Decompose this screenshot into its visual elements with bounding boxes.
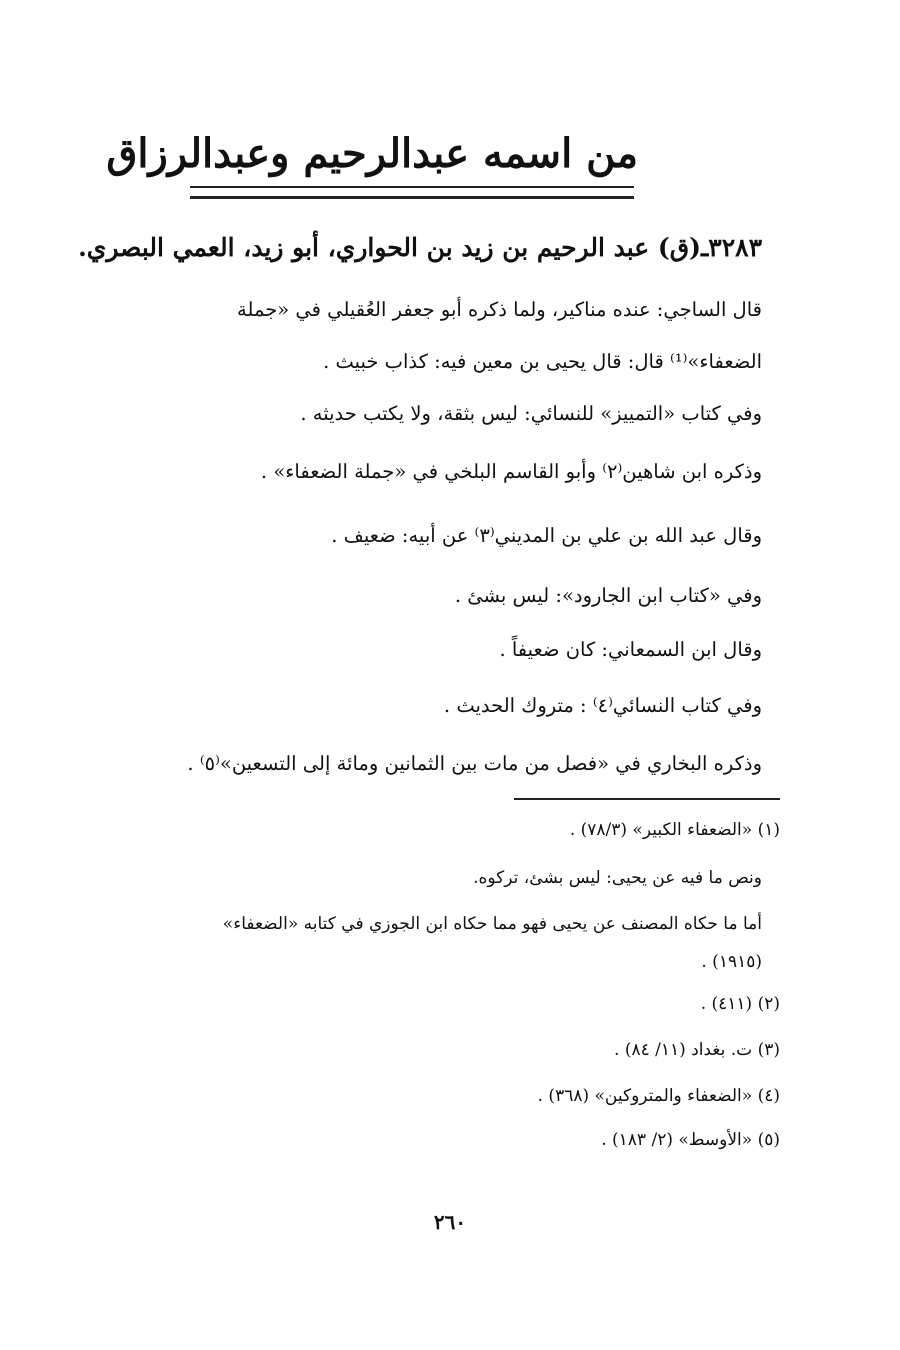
paragraph-saji <box>82 284 762 388</box>
footnote-3: (٣) ت. بغداد (١١/ ٨٤) . <box>614 1040 780 1060</box>
title-rule-bottom <box>190 196 634 199</box>
entry-heading: ٣٢٨٣ـ(ق) عبد الرحيم بن زيد بن الحواري، أبو زيد، العمي البصري. <box>78 233 762 262</box>
section-title: من اسمه عبدالرحيم وعبدالرزاق <box>106 130 638 177</box>
footnote-5: (٥) «الأوسط» (٢/ ١٨٣) . <box>601 1130 780 1150</box>
paragraph-tamyiz: وفي كتاب «التمييز» للنسائي: ليس بثقة، ولا يكتب حديثه . <box>300 402 762 425</box>
paragraph-ibn-shahin: وذكره ابن شاهين⁽٢⁾ وأبو القاسم البلخي في «جملة الضعفاء» . <box>260 460 762 483</box>
paragraph-saji-line2: الضعفاء»⁽¹⁾ قال: قال يحيى بن معين فيه: كذاب خبيث . <box>323 350 762 373</box>
footnote-1-continuation: أما ما حكاه المصنف عن يحيى فهو مما حكاه ابن الجوزي في كتابه «الضعفاء» <box>222 914 762 934</box>
paragraph-nasai: وفي كتاب النسائي⁽٤⁾ : متروك الحديث . <box>443 694 762 717</box>
footnote-1: (١) «الضعفاء الكبير» (٧٨/٣) . <box>569 820 780 840</box>
footnote-1-continuation: ونص ما فيه عن يحيى: ليس بشئ، تركوه. <box>473 868 762 888</box>
footnote-2: (٢) (٤١١) . <box>700 994 780 1014</box>
title-rule-top <box>190 186 634 188</box>
paragraph-jarud: وفي «كتاب ابن الجارود»: ليس بشئ . <box>454 584 762 607</box>
paragraph-samani: وقال ابن السمعاني: كان ضعيفاً . <box>499 638 762 661</box>
footnote-separator <box>514 798 780 800</box>
paragraph-bukhari: وذكره البخاري في «فصل من مات بين الثمانين ومائة إلى التسعين»⁽٥⁾ . <box>187 752 762 775</box>
footnote-4: (٤) «الضعفاء والمتروكين» (٣٦٨) . <box>537 1086 780 1106</box>
footnote-1-continuation: (١٩١٥) . <box>701 952 762 972</box>
page-number: ٢٦٠ <box>433 1210 467 1234</box>
paragraph-madini: وقال عبد الله بن علي بن المديني⁽٣⁾ عن أبيه: ضعيف . <box>331 524 762 547</box>
paragraph-saji-line1: قال الساجي: عنده مناكير، ولما ذكره أبو جعفر العُقيلي في «جملة <box>237 298 762 321</box>
